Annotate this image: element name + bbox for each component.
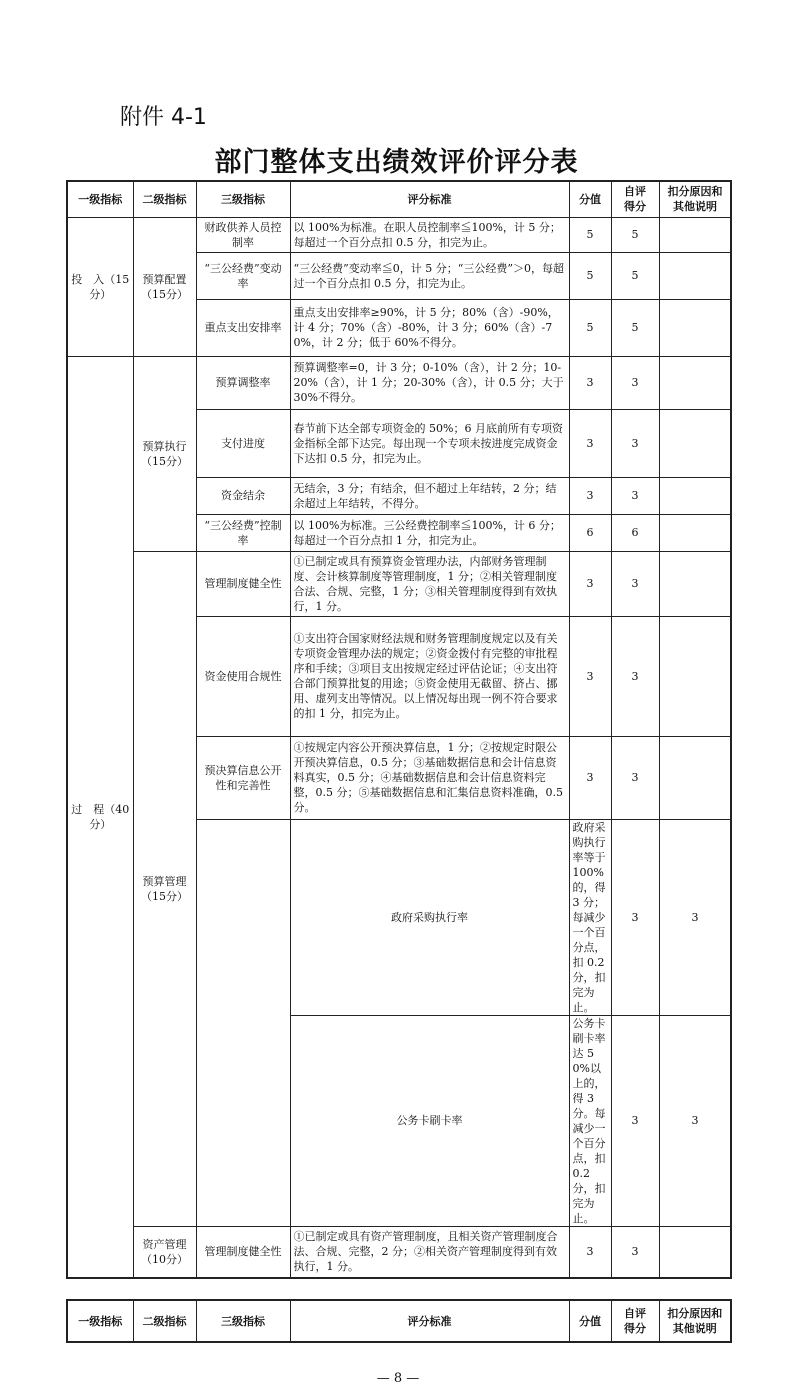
header-self-score-label: 自评得分 <box>623 185 646 214</box>
level2-cell: 资产管理（10分） <box>133 1226 196 1278</box>
header-level3: 三级指标 <box>196 1300 290 1342</box>
attachment-label: 附件 4-1 <box>120 105 207 130</box>
level1-cell: 过 程（40分） <box>67 356 133 1278</box>
remark-cell <box>659 217 731 252</box>
header-remarks: 扣分原因和 其他说明 <box>659 1300 731 1342</box>
page-number: — 8 — <box>376 1371 420 1386</box>
table-row <box>67 356 731 409</box>
criteria-cell: 以 100%为标准。在职人员控制率≦100%，计 5 分；每超过一个百分点扣 0.5 分，扣完为止。 <box>290 217 569 252</box>
level3-cell: 重点支出安排率 <box>196 299 290 356</box>
level3-cell: 公务卡刷卡率 <box>290 1015 569 1226</box>
header-self-score: 自评 得分 <box>611 1300 659 1342</box>
criteria-cell: 重点支出安排率≥90%，计 5 分；80%（含）-90%，计 4 分；70%（含）-80%，计 3 分；60%（含）-70%，计 2 分；低于 60%不得分。 <box>290 299 569 356</box>
table-row <box>67 217 731 252</box>
score-cell: 3 <box>611 1015 659 1226</box>
level2-cell-empty <box>196 819 290 1226</box>
remark-cell <box>659 1226 731 1278</box>
remark-cell <box>659 409 731 477</box>
remark-cell <box>659 616 731 736</box>
table-header <box>67 181 731 217</box>
header-remarks-label: 扣分原因和其他说明 <box>667 185 723 214</box>
self-score-cell: 5 <box>611 217 659 252</box>
header-level1: 一级指标 <box>67 1300 133 1342</box>
self-score-cell: 3 <box>611 551 659 616</box>
level3-cell: 政府采购执行率 <box>290 819 569 1015</box>
score-cell: 3 <box>611 819 659 1015</box>
criteria-cell: ①已制定或具有资产管理制度，且相关资产管理制度合法、合规、完整，2 分；②相关资产管理制度得到有效执行，1 分。 <box>290 1226 569 1278</box>
self-score-cell: 3 <box>659 1015 731 1226</box>
criteria-cell: 无结余，3 分；有结余，但不超过上年结转，2 分；结余超过上年结转，不得分。 <box>290 477 569 514</box>
criteria-cell: 预算调整率=0，计 3 分；0-10%（含），计 2 分；10-20%（含），计 1 分；20-30%（含），计 0.5 分；大于 30%不得分。 <box>290 356 569 409</box>
remark-cell <box>659 299 731 356</box>
score-cell: 3 <box>569 356 611 409</box>
self-score-cell: 3 <box>611 616 659 736</box>
remark-cell <box>659 736 731 819</box>
criteria-cell: “三公经费”变动率≦0，计 5 分；“三公经费”＞0，每超过一个百分点扣 0.5 分，扣完为止。 <box>290 252 569 299</box>
level3-cell: 预算调整率 <box>196 356 290 409</box>
header-level3: 三级指标 <box>196 181 290 217</box>
level3-cell: 资金使用合规性 <box>196 616 290 736</box>
score-cell: 3 <box>569 409 611 477</box>
score-cell: 5 <box>569 217 611 252</box>
header-criteria: 评分标准 <box>290 181 569 217</box>
header-self-score <box>611 181 659 217</box>
self-score-cell: 3 <box>659 819 731 1015</box>
remark-cell <box>659 252 731 299</box>
table-header <box>67 1300 731 1342</box>
criteria-cell: 政府采购执行率等于 100%的，得 3 分；每减少一个百分点，扣 0.2 分，扣完为止。 <box>569 819 611 1015</box>
header-level2: 二级指标 <box>133 181 196 217</box>
self-score-cell: 3 <box>611 356 659 409</box>
score-cell: 3 <box>569 616 611 736</box>
table-row <box>67 1226 731 1278</box>
table-row <box>67 551 731 616</box>
level1-cell: 投 入（15分） <box>67 217 133 356</box>
scoring-table <box>66 180 732 1279</box>
header-criteria: 评分标准 <box>290 1300 569 1342</box>
header-remarks <box>659 181 731 217</box>
level2-cell: 预算执行（15分） <box>133 356 196 551</box>
level3-cell: 支付进度 <box>196 409 290 477</box>
score-cell: 5 <box>569 299 611 356</box>
score-cell: 3 <box>569 736 611 819</box>
level3-cell: 管理制度健全性 <box>196 1226 290 1278</box>
header-level1: 一级指标 <box>67 181 133 217</box>
score-cell: 3 <box>569 551 611 616</box>
level2-cell: 预算管理（15分） <box>133 551 196 1226</box>
remark-cell <box>659 477 731 514</box>
criteria-cell: ①支出符合国家财经法规和财务管理制度规定以及有关专项资金管理办法的规定；②资金拨付有完整的审批程序和手续；③项目支出按规定经过评估论证；④支出符合部门预算批复的用途；⑤资金使用无截留、挤占、挪用、虚列支出等情况。以上情况每出现一例不符合要求的扣 1 分，扣完为止。 <box>290 616 569 736</box>
self-score-cell: 3 <box>611 409 659 477</box>
header-level2: 二级指标 <box>133 1300 196 1342</box>
score-cell: 6 <box>569 514 611 551</box>
self-score-cell: 3 <box>611 477 659 514</box>
level3-cell: “三公经费”控制率 <box>196 514 290 551</box>
repeated-header-table <box>66 1299 732 1343</box>
remark-cell <box>659 551 731 616</box>
score-cell: 5 <box>569 252 611 299</box>
header-score: 分值 <box>569 181 611 217</box>
level3-cell: 管理制度健全性 <box>196 551 290 616</box>
page-body <box>66 180 730 1386</box>
criteria-cell: ①按规定内容公开预决算信息，1 分；②按规定时限公开预决算信息，0.5 分；③基础数据信息和会计信息资料真实，0.5 分；④基础数据信息和会计信息资料完整，0.5 分；⑤基础数据信息和汇集信息资料准确，0.5 分。 <box>290 736 569 819</box>
header-score: 分值 <box>569 1300 611 1342</box>
self-score-cell: 3 <box>611 1226 659 1278</box>
criteria-cell: 以 100%为标准。三公经费控制率≦100%，计 6 分；每超过一个百分点扣 1 分，扣完为止。 <box>290 514 569 551</box>
self-score-cell: 3 <box>611 736 659 819</box>
score-cell: 3 <box>569 1226 611 1278</box>
remark-cell <box>659 514 731 551</box>
self-score-cell: 5 <box>611 252 659 299</box>
criteria-cell: ①已制定或具有预算资金管理办法，内部财务管理制度、会计核算制度等管理制度，1 分；②相关管理制度合法、合规、完整，1 分；③相关管理制度得到有效执行，1 分。 <box>290 551 569 616</box>
page-title: 部门整体支出绩效评价评分表 <box>214 147 579 178</box>
level3-cell: 资金结余 <box>196 477 290 514</box>
remark-cell <box>659 356 731 409</box>
level2-cell: 预算配置（15分） <box>133 217 196 356</box>
score-cell: 3 <box>569 477 611 514</box>
self-score-cell: 6 <box>611 514 659 551</box>
criteria-cell: 春节前下达全部专项资金的 50%；6 月底前所有专项资金指标全部下达完。每出现一个专项未按进度完成资金下达扣 0.5 分，扣完为止。 <box>290 409 569 477</box>
level3-cell: 预决算信息公开性和完善性 <box>196 736 290 819</box>
level3-cell: 财政供养人员控制率 <box>196 217 290 252</box>
level3-cell: “三公经费”变动率 <box>196 252 290 299</box>
self-score-cell: 5 <box>611 299 659 356</box>
criteria-cell: 公务卡刷卡率达 50%以上的，得 3 分。每减少一个百分点，扣 0.2 分，扣完为止。 <box>569 1015 611 1226</box>
